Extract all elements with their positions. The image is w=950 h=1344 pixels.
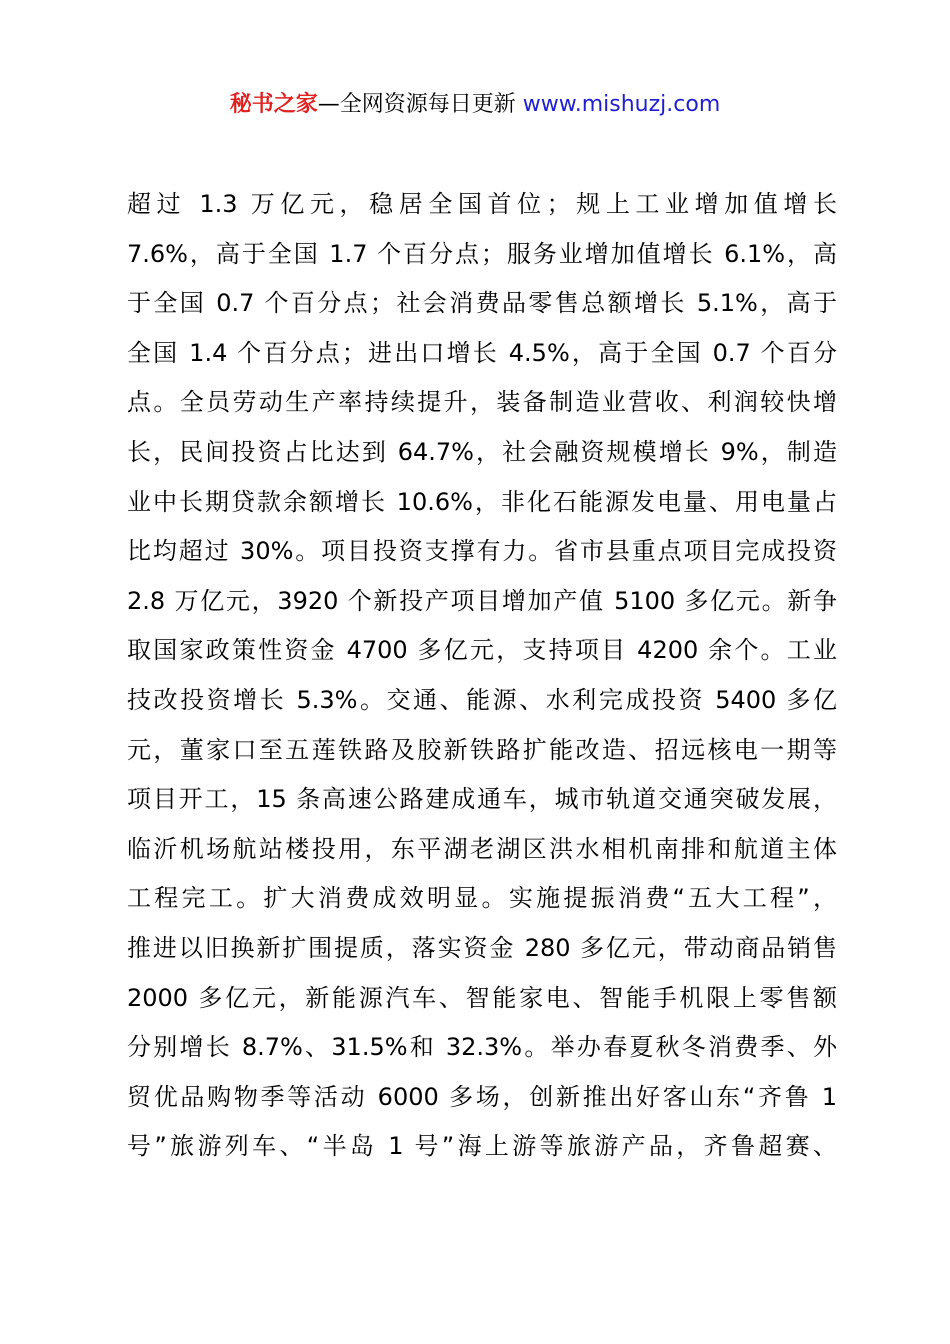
paragraph-line: 元，董家口至五莲铁路及胶新铁路扩能改造、招远核电一期等 [127, 735, 837, 764]
paragraph-line: 取国家政策性资金 4700 多亿元，支持项目 4200 余个。工业 [127, 636, 837, 665]
paragraph-line: 2.8 万亿元，3920 个新投产项目增加产值 5100 多亿元。新争 [127, 586, 837, 615]
paragraph-line: 临沂机场航站楼投用，东平湖老湖区洪水相机南排和航道主体 [127, 834, 837, 863]
paragraph-line: 比均超过 30%。项目投资支撑有力。省市县重点项目完成投资 [127, 537, 837, 566]
paragraph-line: 工程完工。扩大消费成效明显。实施提振消费“五大工程”， [127, 884, 837, 913]
site-url-link[interactable]: www.mishuzj.com [522, 92, 721, 117]
document-body [127, 180, 837, 1172]
paragraph-line: 超过 1.3 万亿元，稳居全国首位；规上工业增加值增长 [127, 190, 837, 218]
paragraph-line: 业中长期贷款余额增长 10.6%，非化石能源发电量、用电量占 [127, 487, 837, 516]
paragraph-line: 号”旅游列车、“半岛 1 号”海上游等旅游产品，齐鲁超赛、 [127, 1132, 837, 1161]
paragraph-line: 长，民间投资占比达到 64.7%，社会融资规模增长 9%，制造 [127, 437, 837, 466]
paragraph-line: 全国 1.4 个百分点；进出口增长 4.5%，高于全国 0.7 个百分 [127, 338, 837, 367]
paragraph-line: 分别增长 8.7%、31.5%和 32.3%。举办春夏秋冬消费季、外 [127, 1033, 837, 1062]
paragraph-line: 技改投资增长 5.3%。交通、能源、水利完成投资 5400 多亿 [127, 685, 837, 714]
page-header [0, 88, 950, 122]
paragraph-line: 点。全员劳动生产率持续提升，装备制造业营收、利润较快增 [127, 388, 837, 417]
paragraph-line: 于全国 0.7 个百分点；社会消费品零售总额增长 5.1%，高于 [127, 289, 837, 318]
paragraph-line: 推进以旧换新扩围提质，落实资金 280 多亿元，带动商品销售 [127, 933, 837, 962]
paragraph-line: 2000 多亿元，新能源汽车、智能家电、智能手机限上零售额 [127, 983, 837, 1012]
paragraph-line: 7.6%，高于全国 1.7 个百分点；服务业增加值增长 6.1%，高 [127, 239, 837, 268]
brand-name: 秘书之家 [229, 92, 318, 117]
paragraph-line: 项目开工，15 条高速公路建成通车，城市轨道交通突破发展， [127, 785, 837, 814]
paragraph-line: 贸优品购物季等活动 6000 多场，创新推出好客山东“齐鲁 1 [127, 1082, 837, 1111]
header-tagline: —全网资源每日更新 [317, 92, 523, 117]
